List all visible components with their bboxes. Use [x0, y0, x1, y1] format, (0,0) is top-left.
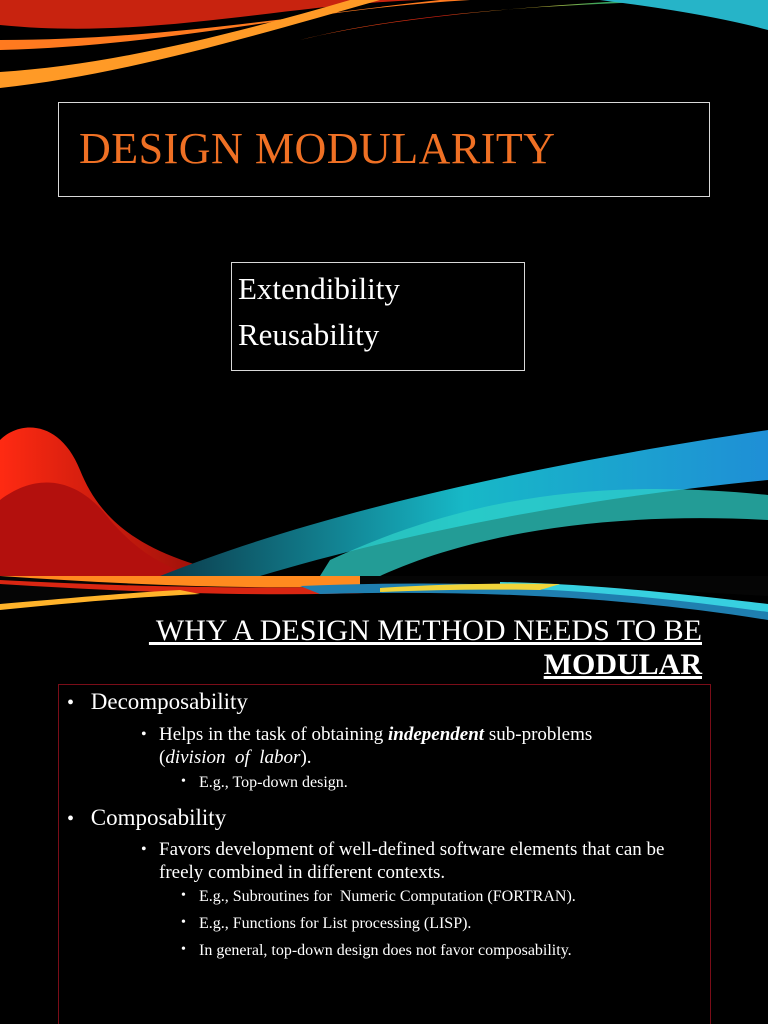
example-text: E.g., Top-down design. [199, 774, 348, 791]
sub-text: Favors development of well-defined software elements that can be freely combined in different contexts. [159, 839, 665, 883]
slide2-heading-line2: MODULAR [543, 648, 702, 681]
example-text: E.g., Subroutines for Numeric Computation (FORTRAN). [199, 888, 576, 905]
sub-bullet-decomposability: • Helps in the task of obtaining independent sub-problems (division of labor). [141, 724, 593, 768]
example-lisp: • E.g., Functions for List processing (LISP). [181, 915, 472, 932]
sub-bullet-composability: • Favors development of well-defined software elements that can be freely combined in different contexts. [141, 839, 665, 883]
sub-text-line2-post: ). [300, 747, 312, 768]
slide2-heading-line1: WHY A DESIGN METHOD NEEDS TO BE [148, 614, 702, 647]
sub-text-emphasis: independent [388, 724, 485, 745]
sub-text-line2-emphasis: division of labor [165, 747, 301, 768]
bullet-label: Composability [90, 805, 227, 830]
example-general: • In general, top-down design does not favor composability. [181, 942, 572, 959]
subtitle-reusability: Reusability [238, 317, 380, 352]
bullet-composability [67, 805, 226, 831]
sub-text-line2-pre: ( [159, 747, 166, 768]
example-fortran: • E.g., Subroutines for Numeric Computation (FORTRAN). [181, 888, 576, 905]
sub-text-pre: Helps in the task of obtaining [159, 724, 389, 745]
slide2-heading [149, 614, 702, 682]
content-box [58, 684, 711, 1024]
example-text: In general, top-down design does not favor composability. [199, 942, 572, 959]
title-box [58, 102, 710, 197]
slide-title: DESIGN MODULARITY [79, 124, 556, 173]
sub-text-post: sub-problems [484, 724, 593, 745]
subtitle-extendibility: Extendibility [238, 271, 400, 306]
subtitle-box [231, 262, 525, 371]
example-text: E.g., Functions for List processing (LISP). [199, 915, 472, 932]
bullet-decomposability [67, 689, 248, 715]
bullet-label: Decomposability [90, 689, 248, 714]
slide-2 [0, 576, 768, 1024]
example-top-down: • E.g., Top-down design. [181, 774, 348, 791]
